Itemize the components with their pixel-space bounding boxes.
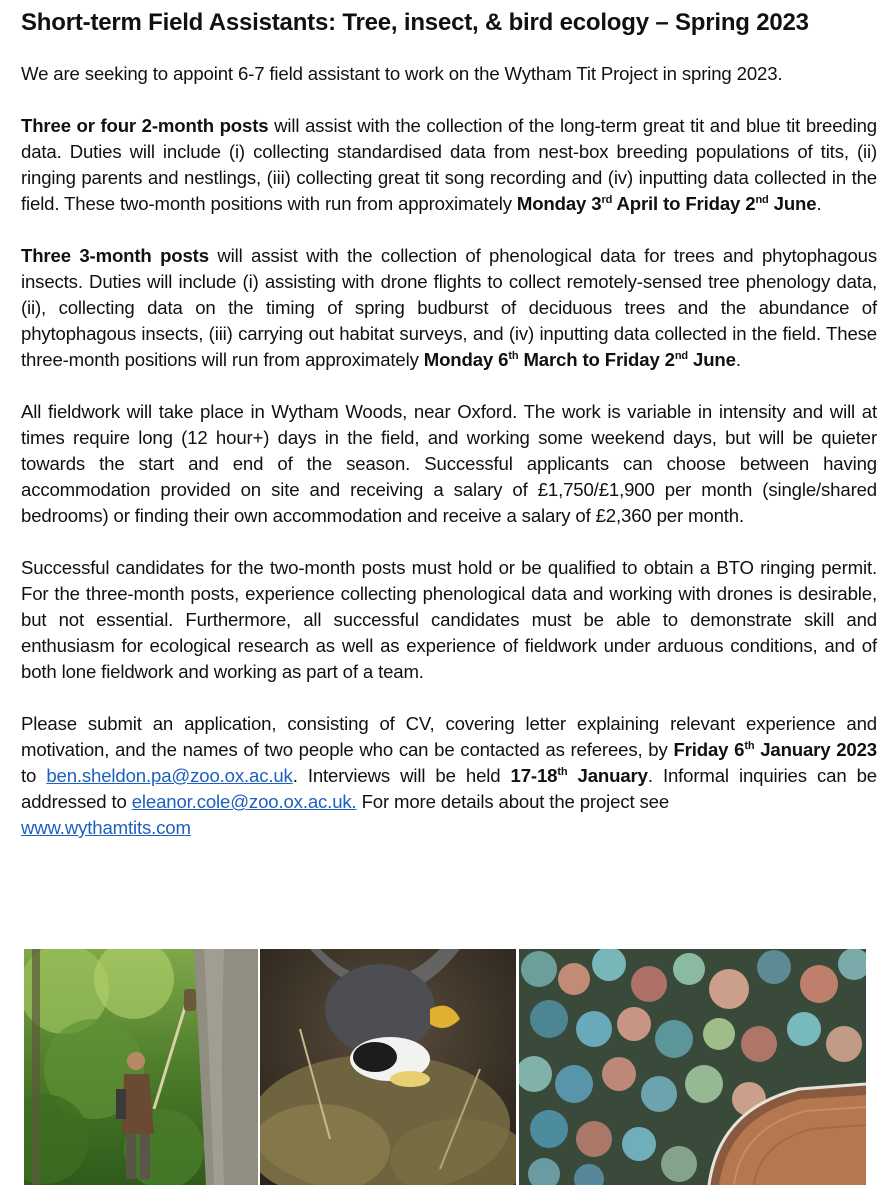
document-page bbox=[21, 0, 877, 841]
three-month-posts-paragraph: Three 3-month posts will assist with the collection of phenological data for trees and phytophagous insects. Duties will include (i) assisting with drone flights to collect remotely-sensed tree phenology data, (ii), collecting data on the timing of spring budburst of deciduous trees and the abundance of phytophagous insects, (iii) carrying out habitat surveys, and (iv) inputting data collected in the field. These three-month positions will run from approximately Monday 6th March to Friday 2nd June. bbox=[21, 245, 877, 370]
email-link-eleanor-cole[interactable]: eleanor.cole@zoo.ox.ac.uk. bbox=[131, 791, 357, 812]
website-link[interactable]: www.wythamtits.com bbox=[21, 817, 191, 838]
photo-strip bbox=[24, 949, 866, 1185]
three-month-posts-heading: Three 3-month posts bbox=[21, 245, 209, 266]
photo-nestling-bird bbox=[260, 949, 516, 1185]
photo-researcher-in-woods bbox=[24, 949, 258, 1185]
page-title: Short-term Field Assistants: Tree, insect, & bird ecology – Spring 2023 bbox=[21, 9, 809, 36]
application-deadline: Friday 6th January 2023 bbox=[673, 739, 878, 760]
fieldwork-paragraph: All fieldwork will take place in Wytham Woods, near Oxford. The work is variable in intensity and will at times require long (12 hour+) days in the field, and working some weekend days, but will be quieter towards the start and end of the season. Successful applicants can choose between having accommodation provided on site and receiving a salary of £1,750/£1,900 per month (single/shared bedrooms) or finding their own accommodation and receive a salary of £2,360 per month. bbox=[21, 401, 877, 526]
intro-paragraph: We are seeking to appoint 6-7 field assistant to work on the Wytham Tit Project in spring 2023. bbox=[21, 63, 783, 84]
application-paragraph: Please submit an application, consisting of CV, covering letter explaining relevant experience and motivation, and the names of two people who can be contacted as referees, by Friday 6th January 2023 to ben.sheldon.pa@zoo.ox.ac.uk. Interviews will be held 17-18th January. Informal inquiries can be addressed to eleanor.cole@zoo.ox.ac.uk. For more details about the project see www.wythamtits.com bbox=[21, 713, 878, 838]
two-month-dates: Monday 3rd April to Friday 2nd June bbox=[516, 193, 817, 214]
photo-aerial-forest-canopy bbox=[519, 949, 866, 1185]
two-month-posts-heading: Three or four 2-month posts bbox=[21, 115, 269, 136]
requirements-paragraph: Successful candidates for the two-month posts must hold or be qualified to obtain a BTO ringing permit. For the three-month posts, experience collecting phenological data and working with drones is desirable, but not essential. Furthermore, all successful candidates must be able to demonstrate skill and enthusiasm for ecological research as well as experience of fieldwork under arduous conditions, and of both lone fieldwork and working as part of a team. bbox=[21, 557, 877, 682]
email-link-ben-sheldon[interactable]: ben.sheldon.pa@zoo.ox.ac.uk bbox=[46, 765, 293, 786]
three-month-dates: Monday 6th March to Friday 2nd June bbox=[423, 349, 736, 370]
interview-dates: 17-18th January bbox=[510, 765, 648, 786]
two-month-posts-paragraph: Three or four 2-month posts will assist with the collection of the long-term great tit and blue tit breeding data. Duties will include (i) collecting standardised data from nest-box breeding populations of tits, (ii) ringing parents and nestlings, (iii) collecting great tit song recording and (iv) inputting data collected in the field. These two-month positions with run from approximately Monday 3rd April to Friday 2nd June. bbox=[21, 115, 877, 214]
